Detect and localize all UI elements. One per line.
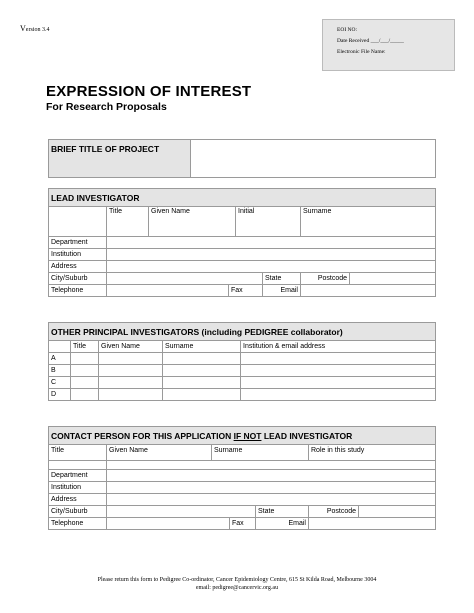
lead-title-header: Title <box>107 207 149 237</box>
footer-email: email: pedigree@cancervic.org.au <box>195 585 279 591</box>
other-a-institution[interactable] <box>241 353 436 365</box>
other-d-title[interactable] <box>71 389 99 401</box>
contact-address-label: Address <box>49 494 107 506</box>
contact-state-label: State <box>256 506 309 518</box>
lead-city-label: City/Suburb <box>49 273 107 285</box>
other-b-title[interactable] <box>71 365 99 377</box>
other-row-a-label: A <box>49 353 71 365</box>
other-c-surname[interactable] <box>163 377 241 389</box>
other-institution-header: Institution & email address <box>241 341 436 353</box>
other-investigators-table <box>48 322 436 401</box>
other-d-institution[interactable] <box>241 389 436 401</box>
date-received-field[interactable]: Date Received ___/___/_____ <box>337 38 404 44</box>
contact-telephone-label: Telephone <box>49 518 107 530</box>
contact-department-input[interactable] <box>107 470 436 482</box>
contact-email-label: Email <box>256 518 309 530</box>
brief-title-label: BRIEF TITLE OF PROJECT <box>49 140 191 178</box>
lead-fax-label: Fax <box>229 285 263 297</box>
other-row-c-label: C <box>49 377 71 389</box>
lead-state-label: State <box>263 273 301 285</box>
other-d-given[interactable] <box>99 389 163 401</box>
lead-given-name-header: Given Name <box>149 207 236 237</box>
footer-address: Please return this form to Pedigree Co-ordinator, Cancer Epidemiology Centre, 615 St Kilda Road, Melbourne 3004 <box>97 577 377 583</box>
contact-person-heading: CONTACT PERSON FOR THIS APPLICATION IF NOT LEAD INVESTIGATOR <box>49 427 436 445</box>
other-surname-header: Surname <box>163 341 241 353</box>
lead-address-label: Address <box>49 261 107 273</box>
lead-email-input[interactable] <box>301 285 436 297</box>
other-b-given[interactable] <box>99 365 163 377</box>
other-investigators-heading: OTHER PRINCIPAL INVESTIGATORS (including PEDIGREE collaborator) <box>49 323 436 341</box>
lead-department-input[interactable] <box>107 237 436 249</box>
electronic-file-name-field[interactable]: Electronic File Name: <box>337 49 386 55</box>
contact-postcode-label: Postcode <box>309 506 359 518</box>
lead-city-input[interactable] <box>107 273 263 285</box>
page-subtitle: For Research Proposals <box>46 101 167 113</box>
brief-title-table <box>48 139 436 178</box>
office-use-box <box>322 19 455 71</box>
other-c-given[interactable] <box>99 377 163 389</box>
other-c-title[interactable] <box>71 377 99 389</box>
contact-title-header: Title <box>49 445 107 461</box>
lead-email-label: Email <box>263 285 301 297</box>
other-a-given[interactable] <box>99 353 163 365</box>
brief-title-input[interactable] <box>191 140 436 178</box>
page-title: EXPRESSION OF INTEREST <box>46 83 252 100</box>
lead-institution-label: Institution <box>49 249 107 261</box>
other-row-d-label: D <box>49 389 71 401</box>
other-a-surname[interactable] <box>163 353 241 365</box>
version-label: Version 3.4 <box>20 24 50 33</box>
contact-email-input[interactable] <box>309 518 436 530</box>
lead-department-label: Department <box>49 237 107 249</box>
lead-institution-input[interactable] <box>107 249 436 261</box>
other-d-surname[interactable] <box>163 389 241 401</box>
lead-telephone-label: Telephone <box>49 285 107 297</box>
contact-address-input[interactable] <box>107 494 436 506</box>
contact-institution-label: Institution <box>49 482 107 494</box>
contact-fax-label: Fax <box>230 518 256 530</box>
contact-given-name-header: Given Name <box>107 445 212 461</box>
contact-department-label: Department <box>49 470 107 482</box>
contact-city-input[interactable] <box>107 506 256 518</box>
contact-city-label: City/Suburb <box>49 506 107 518</box>
contact-telephone-input[interactable] <box>107 518 230 530</box>
eoi-no-field[interactable]: EOI NO: <box>337 27 358 33</box>
lead-initial-header: Initial <box>236 207 301 237</box>
other-b-institution[interactable] <box>241 365 436 377</box>
lead-surname-header: Surname <box>301 207 436 237</box>
other-given-name-header: Given Name <box>99 341 163 353</box>
contact-person-table <box>48 426 436 530</box>
lead-investigator-heading: LEAD INVESTIGATOR <box>49 189 436 207</box>
other-a-title[interactable] <box>71 353 99 365</box>
contact-role-header: Role in this study <box>309 445 436 461</box>
other-row-b-label: B <box>49 365 71 377</box>
other-c-institution[interactable] <box>241 377 436 389</box>
lead-telephone-input[interactable] <box>107 285 229 297</box>
footer <box>0 576 474 592</box>
contact-surname-header: Surname <box>212 445 309 461</box>
other-b-surname[interactable] <box>163 365 241 377</box>
lead-address-input[interactable] <box>107 261 436 273</box>
contact-institution-input[interactable] <box>107 482 436 494</box>
lead-postcode-label: Postcode <box>301 273 350 285</box>
contact-postcode-input[interactable] <box>359 506 436 518</box>
lead-postcode-input[interactable] <box>350 273 436 285</box>
lead-investigator-table <box>48 188 436 297</box>
other-title-header: Title <box>71 341 99 353</box>
